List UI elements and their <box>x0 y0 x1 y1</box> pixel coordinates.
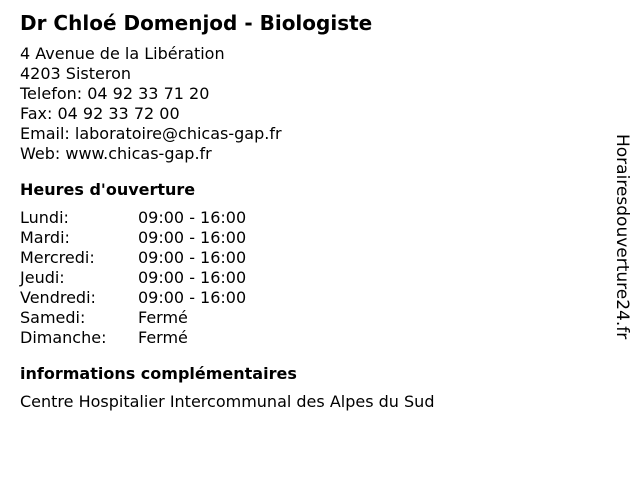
hours-day-label: Mercredi: <box>20 248 95 267</box>
hours-time-value: 09:00 - 16:00 <box>138 228 247 247</box>
hours-row-sunday <box>20 328 600 348</box>
web-line: Web: www.chicas-gap.fr <box>20 144 212 163</box>
hours-time-value: 09:00 - 16:00 <box>138 208 247 227</box>
hours-row-tuesday <box>20 228 600 248</box>
hours-day-label: Vendredi: <box>20 288 96 307</box>
hours-row-monday <box>20 208 600 228</box>
business-card <box>20 10 600 412</box>
fax-line: Fax: 04 92 33 72 00 <box>20 104 180 123</box>
hours-day-label: Mardi: <box>20 228 70 247</box>
hours-heading: Heures d'ouverture <box>20 180 196 199</box>
page-title: Dr Chloé Domenjod - Biologiste <box>20 11 373 35</box>
hours-day-label: Samedi: <box>20 308 86 327</box>
hours-day-label: Lundi: <box>20 208 69 227</box>
hours-time-value: Fermé <box>138 328 188 347</box>
hours-row-friday <box>20 288 600 308</box>
phone-line: Telefon: 04 92 33 71 20 <box>20 84 210 103</box>
hours-time-value: 09:00 - 16:00 <box>138 248 247 267</box>
hours-time-value: 09:00 - 16:00 <box>138 268 247 287</box>
extra-info-text: Centre Hospitalier Intercommunal des Alpes du Sud <box>20 392 435 411</box>
address-line-2: 4203 Sisteron <box>20 64 132 83</box>
hours-day-label: Dimanche: <box>20 328 107 347</box>
hours-day-label: Jeudi: <box>20 268 65 287</box>
hours-row-wednesday <box>20 248 600 268</box>
hours-time-value: 09:00 - 16:00 <box>138 288 247 307</box>
hours-row-saturday <box>20 308 600 328</box>
site-watermark: Horairesdouverture24.fr <box>612 134 632 340</box>
email-line: Email: laboratoire@chicas-gap.fr <box>20 124 282 143</box>
extra-info-heading: informations complémentaires <box>20 364 297 383</box>
address-line-1: 4 Avenue de la Libération <box>20 44 225 63</box>
hours-row-thursday <box>20 268 600 288</box>
hours-table <box>20 208 600 348</box>
hours-time-value: Fermé <box>138 308 188 327</box>
